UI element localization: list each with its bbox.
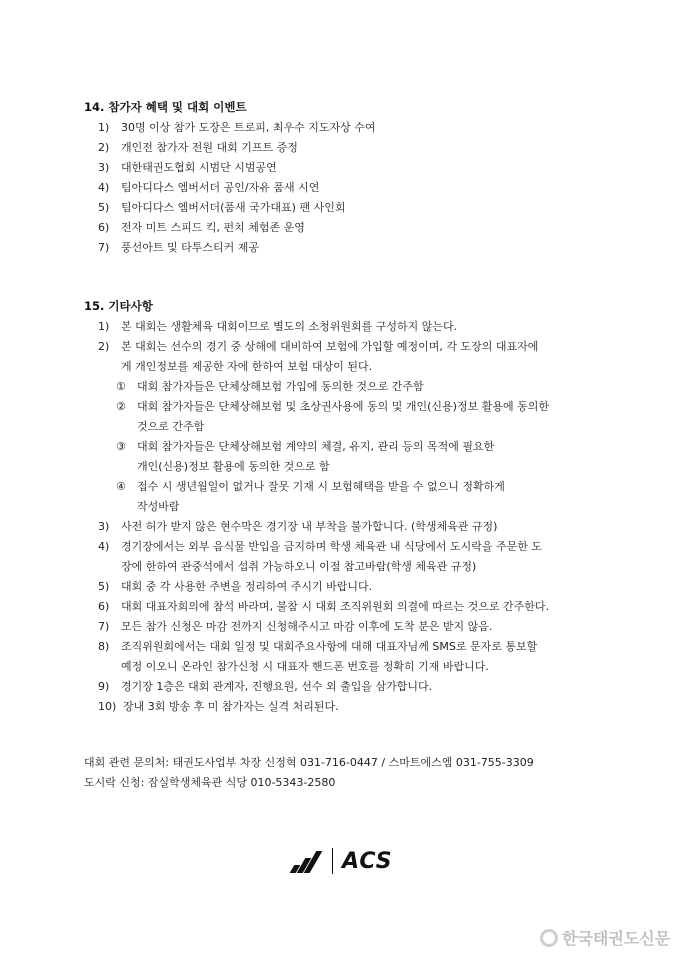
- sponsor-logo: [286, 847, 393, 875]
- watermark-logo-icon: [540, 929, 558, 947]
- contact-info: 대회 관련 문의처: 태권도사업부 차장 신정혁 031-716-0447 / 스마트에스엠 031-755-3309: [84, 756, 534, 769]
- acs-logo-text: ACS: [342, 848, 393, 874]
- section-14-title: 14. 참가자 혜택 및 대회 이벤트: [84, 100, 247, 114]
- newspaper-watermark: 한국태권도신문: [540, 926, 670, 949]
- section-15-title: 15. 기타사항: [84, 299, 153, 313]
- logo-divider: [332, 848, 333, 874]
- adidas-logo-icon: [286, 849, 322, 873]
- lunch-order-info: 도시락 신청: 잠실학생체육관 식당 010-5343-2580: [84, 776, 336, 789]
